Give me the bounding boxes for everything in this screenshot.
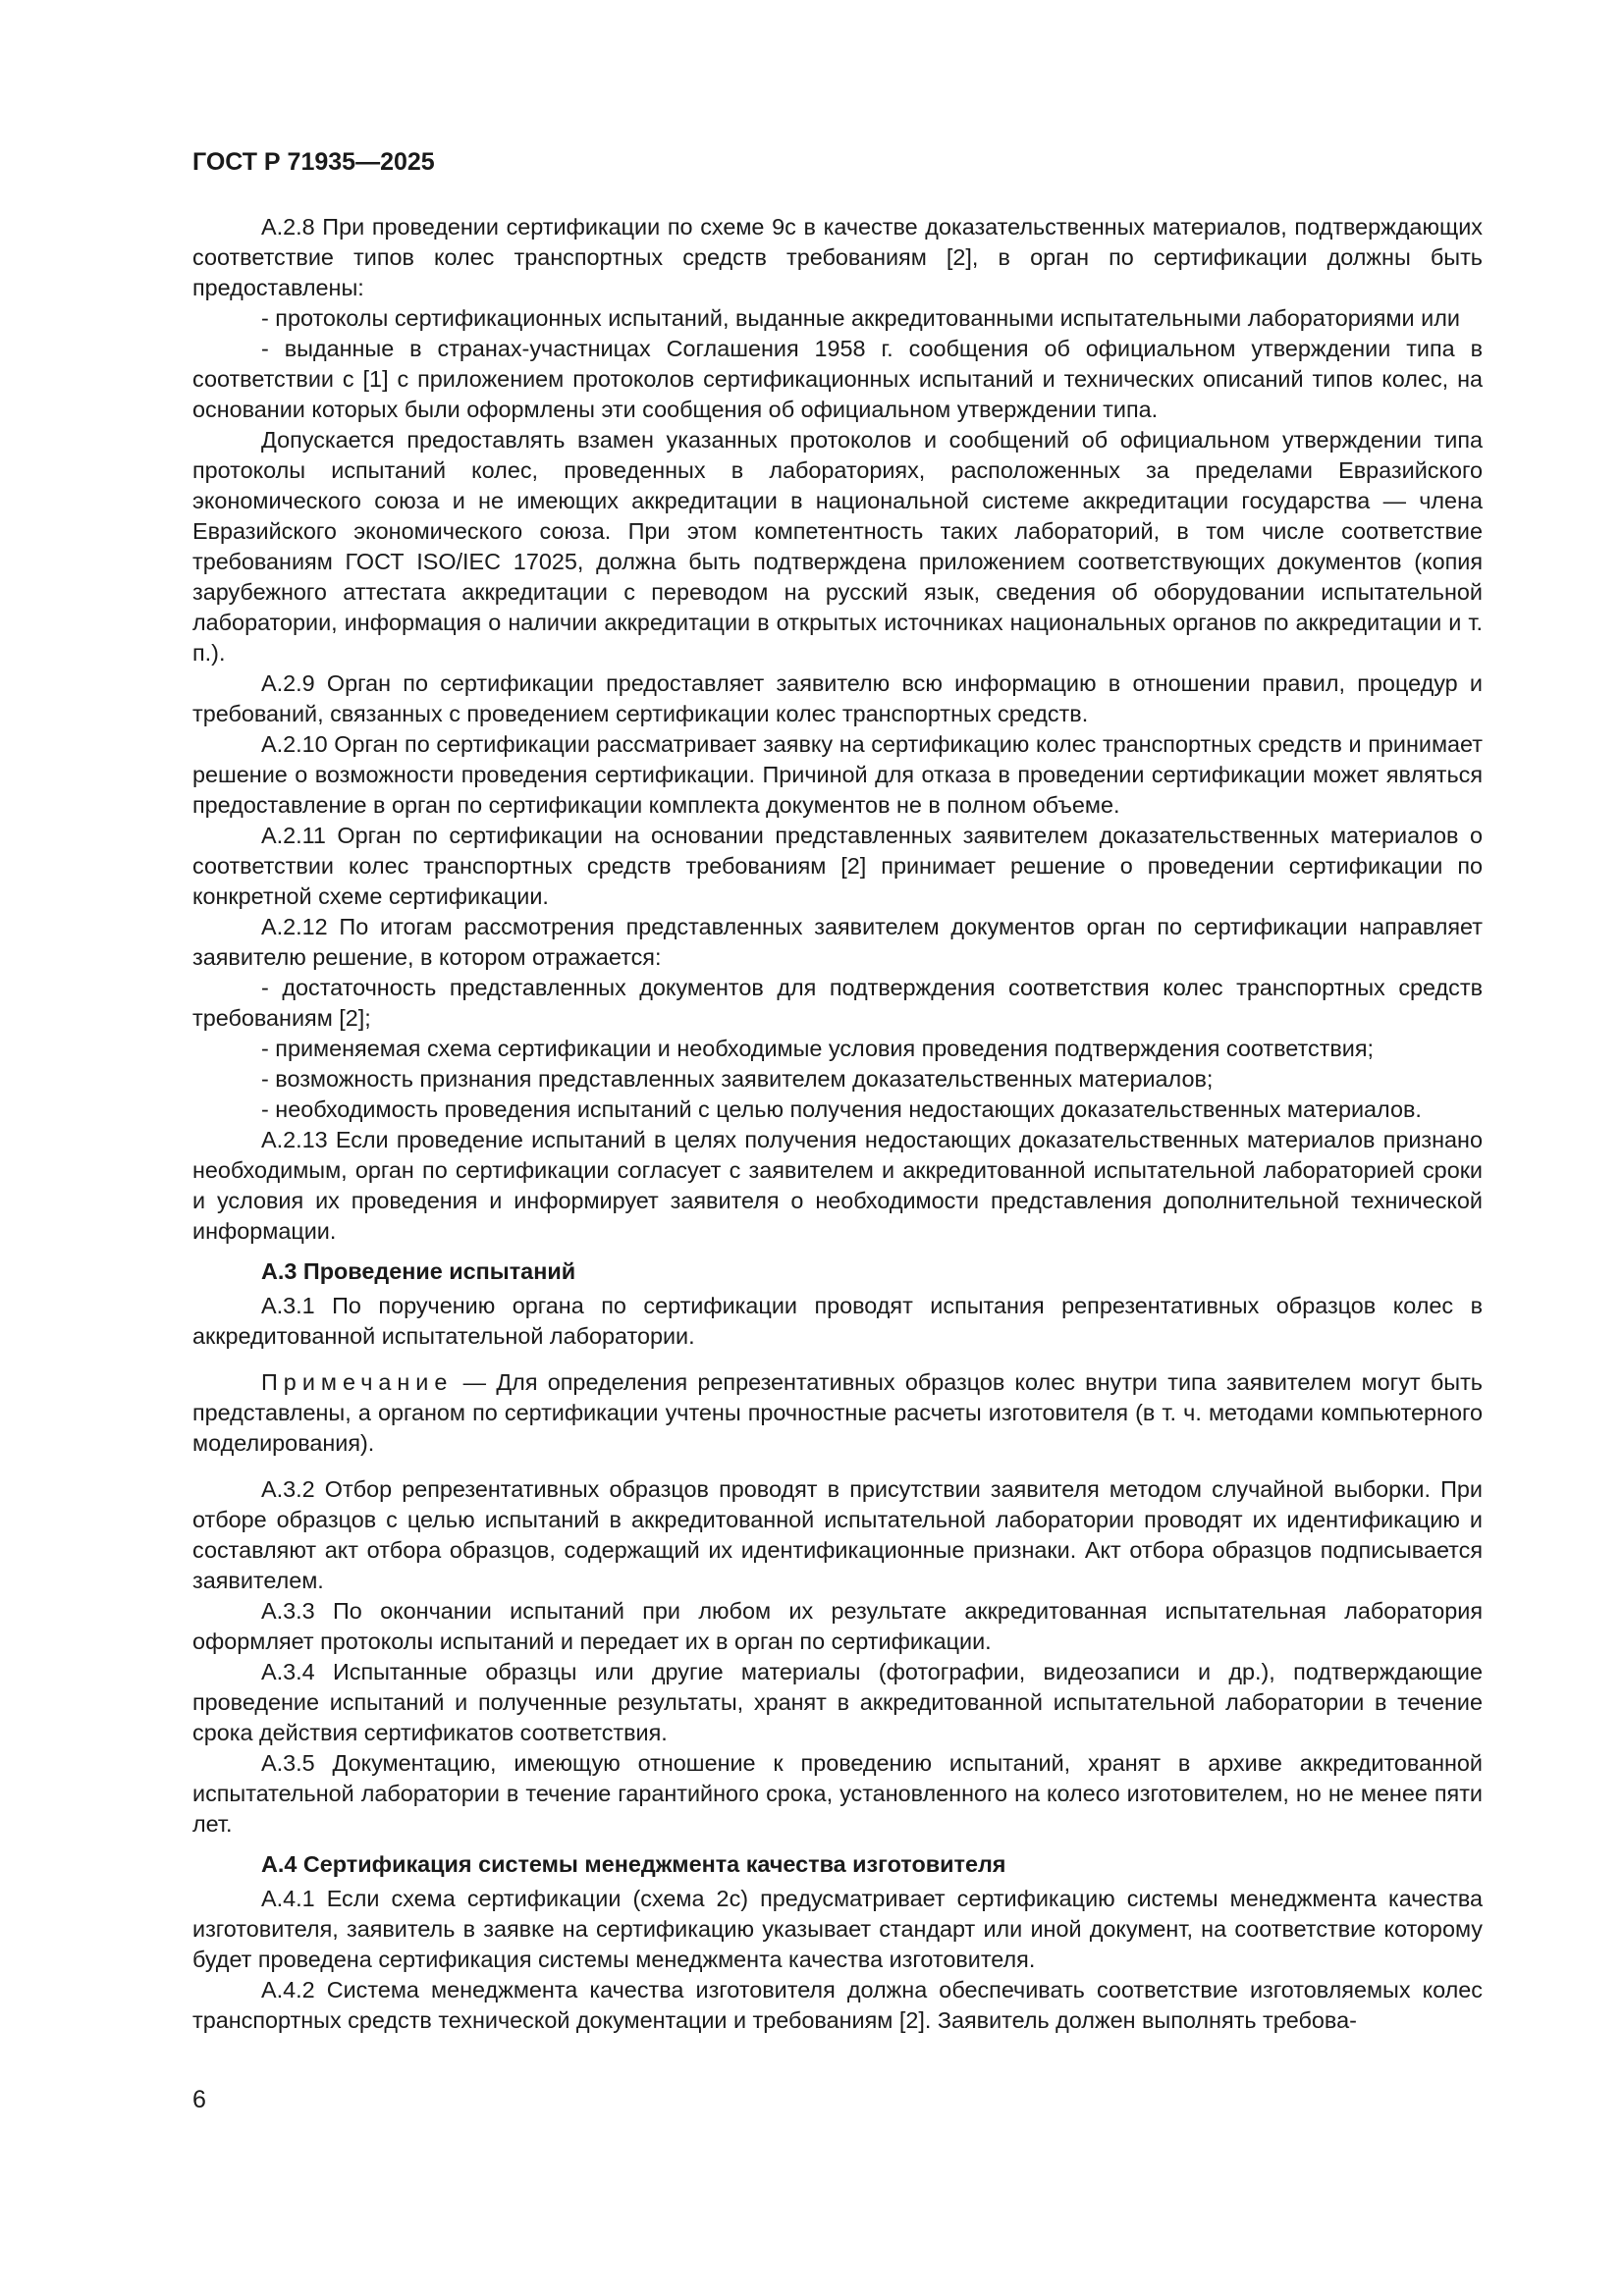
list-item: - необходимость проведения испытаний с целью получения недостающих доказательственных материалов. bbox=[261, 1096, 1422, 1122]
clause-a-4-2: А.4.2 Система менеджмента качества изготовителя должна обеспечивать соответствие изготовляемых колес транспортных средств технической документации и требованиям [2]. Заявитель должен выполнять требова- bbox=[192, 1977, 1483, 2033]
list-item: - применяемая схема сертификации и необходимые условия проведения подтверждения соответствия; bbox=[261, 1036, 1375, 1061]
clause-a-2-12: А.2.12 По итогам рассмотрения представленных заявителем документов орган по сертификации направляет заявителю решение, в котором отражается: bbox=[192, 914, 1483, 970]
clause-a-2-11: А.2.11 Орган по сертификации на основании представленных заявителем доказательственных материалов о соответствии колес транспортных средств требованиям [2] принимает решение о проведении сертификации по конкретной схеме сертификации. bbox=[192, 823, 1483, 909]
list-item: - достаточность представленных документов для подтверждения соответствия колес транспортных средств требованиям [2]; bbox=[192, 975, 1483, 1031]
clause-a-3-3: А.3.3 По окончании испытаний при любом их результате аккредитованная испытательная лаборатория оформляет протоколы испытаний и передает их в орган по сертификации. bbox=[192, 1598, 1483, 1654]
clause-a-4-1: А.4.1 Если схема сертификации (схема 2с) предусматривает сертификацию системы менеджмента качества изготовителя, заявитель в заявке на сертификацию указывает стандарт или иной документ, на соответствие которому будет проведена сертификация системы менеджмента качества изготовителя. bbox=[192, 1886, 1483, 1972]
paragraph: Допускается предоставлять взамен указанных протоколов и сообщений об официальном утверждении типа протоколы испытаний колес, проведенных в лабораториях, расположенных за пределами Евразийского экономического союза и не имеющих аккредитации в национальной системе аккредитации государства — члена Евразийского экономического союза. При этом компетентность таких лабораторий, в том числе соответствие требованиям ГОСТ ISO/IEC 17025, должна быть подтверждена приложением соответствующих документов (копия зарубежного аттестата аккредитации с переводом на русский язык, сведения об оборудовании испытательной лаборатории, информация о наличии аккредитации в открытых источниках национальных органов по аккредитации и т. п.). bbox=[192, 427, 1483, 666]
list-item: - выданные в странах-участницах Соглашения 1958 г. сообщения об официальном утверждении типа в соответствии с [1] с приложением протоколов сертификационных испытаний и технических описаний типов колес, на основании которых были оформлены эти сообщения об официальном утверждении типа. bbox=[192, 336, 1483, 422]
note-text: — Для определения репрезентативных образцов колес внутри типа заявителем могут быть представлены, а органом по сертификации учтены прочностные расчеты изготовителя (в т. ч. методами компьютерного моделирования). bbox=[192, 1369, 1483, 1456]
section-heading-a4: А.4 Сертификация системы менеджмента качества изготовителя bbox=[261, 1851, 1006, 1877]
section-heading-a3: А.3 Проведение испытаний bbox=[261, 1258, 576, 1284]
document-header: ГОСТ Р 71935—2025 bbox=[192, 148, 435, 176]
clause-a-3-5: А.3.5 Документацию, имеющую отношение к проведению испытаний, хранят в архиве аккредитованной испытательной лаборатории в течение гарантийного срока, установленного на колесо изготовителем, но не менее пяти лет. bbox=[192, 1750, 1483, 1837]
clause-a-2-9: А.2.9 Орган по сертификации предоставляет заявителю всю информацию в отношении правил, процедур и требований, связанных с проведением сертификации колес транспортных средств. bbox=[192, 670, 1483, 726]
note bbox=[192, 1367, 1483, 1459]
list-item: - протоколы сертификационных испытаний, выданные аккредитованными испытательными лабораториями или bbox=[261, 305, 1460, 331]
clause-a-2-8: А.2.8 При проведении сертификации по схеме 9с в качестве доказательственных материалов, подтверждающих соответствие типов колес транспортных средств требованиям [2], в орган по сертификации должны быть предоставлены: bbox=[192, 214, 1483, 300]
list-item: - возможность признания представленных заявителем доказательственных материалов; bbox=[261, 1066, 1214, 1092]
clause-a-2-10: А.2.10 Орган по сертификации рассматривает заявку на сертификацию колес транспортных средств и принимает решение о возможности проведения сертификации. Причиной для отказа в проведении сертификации может являться предоставление в орган по сертификации комплекта документов не в полном объеме. bbox=[192, 731, 1483, 818]
document-page bbox=[192, 147, 1483, 2036]
page-number: 6 bbox=[192, 2086, 206, 2113]
clause-a-3-4: А.3.4 Испытанные образцы или другие материалы (фотографии, видеозаписи и др.), подтверждающие проведение испытаний и полученные результаты, хранят в аккредитованной испытательной лаборатории в течение срока действия сертификатов соответствия. bbox=[192, 1659, 1483, 1745]
document-body bbox=[192, 212, 1483, 2036]
clause-a-2-13: А.2.13 Если проведение испытаний в целях получения недостающих доказательственных материалов признано необходимым, орган по сертификации согласует с заявителем и аккредитованной испытательной лабораторией сроки и условия их проведения и информирует заявителя о необходимости представления дополнительной технической информации. bbox=[192, 1127, 1483, 1244]
clause-a-3-1: А.3.1 По поручению органа по сертификации проводят испытания репрезентативных образцов колес в аккредитованной испытательной лаборатории. bbox=[192, 1293, 1483, 1349]
clause-a-3-2: А.3.2 Отбор репрезентативных образцов проводят в присутствии заявителя методом случайной выборки. При отборе образцов с целью испытаний в аккредитованной испытательной лаборатории проводят их идентификацию и составляют акт отбора образцов, содержащий их идентификационные признаки. Акт отбора образцов подписывается заявителем. bbox=[192, 1476, 1483, 1593]
note-label: Примечание bbox=[261, 1369, 454, 1395]
